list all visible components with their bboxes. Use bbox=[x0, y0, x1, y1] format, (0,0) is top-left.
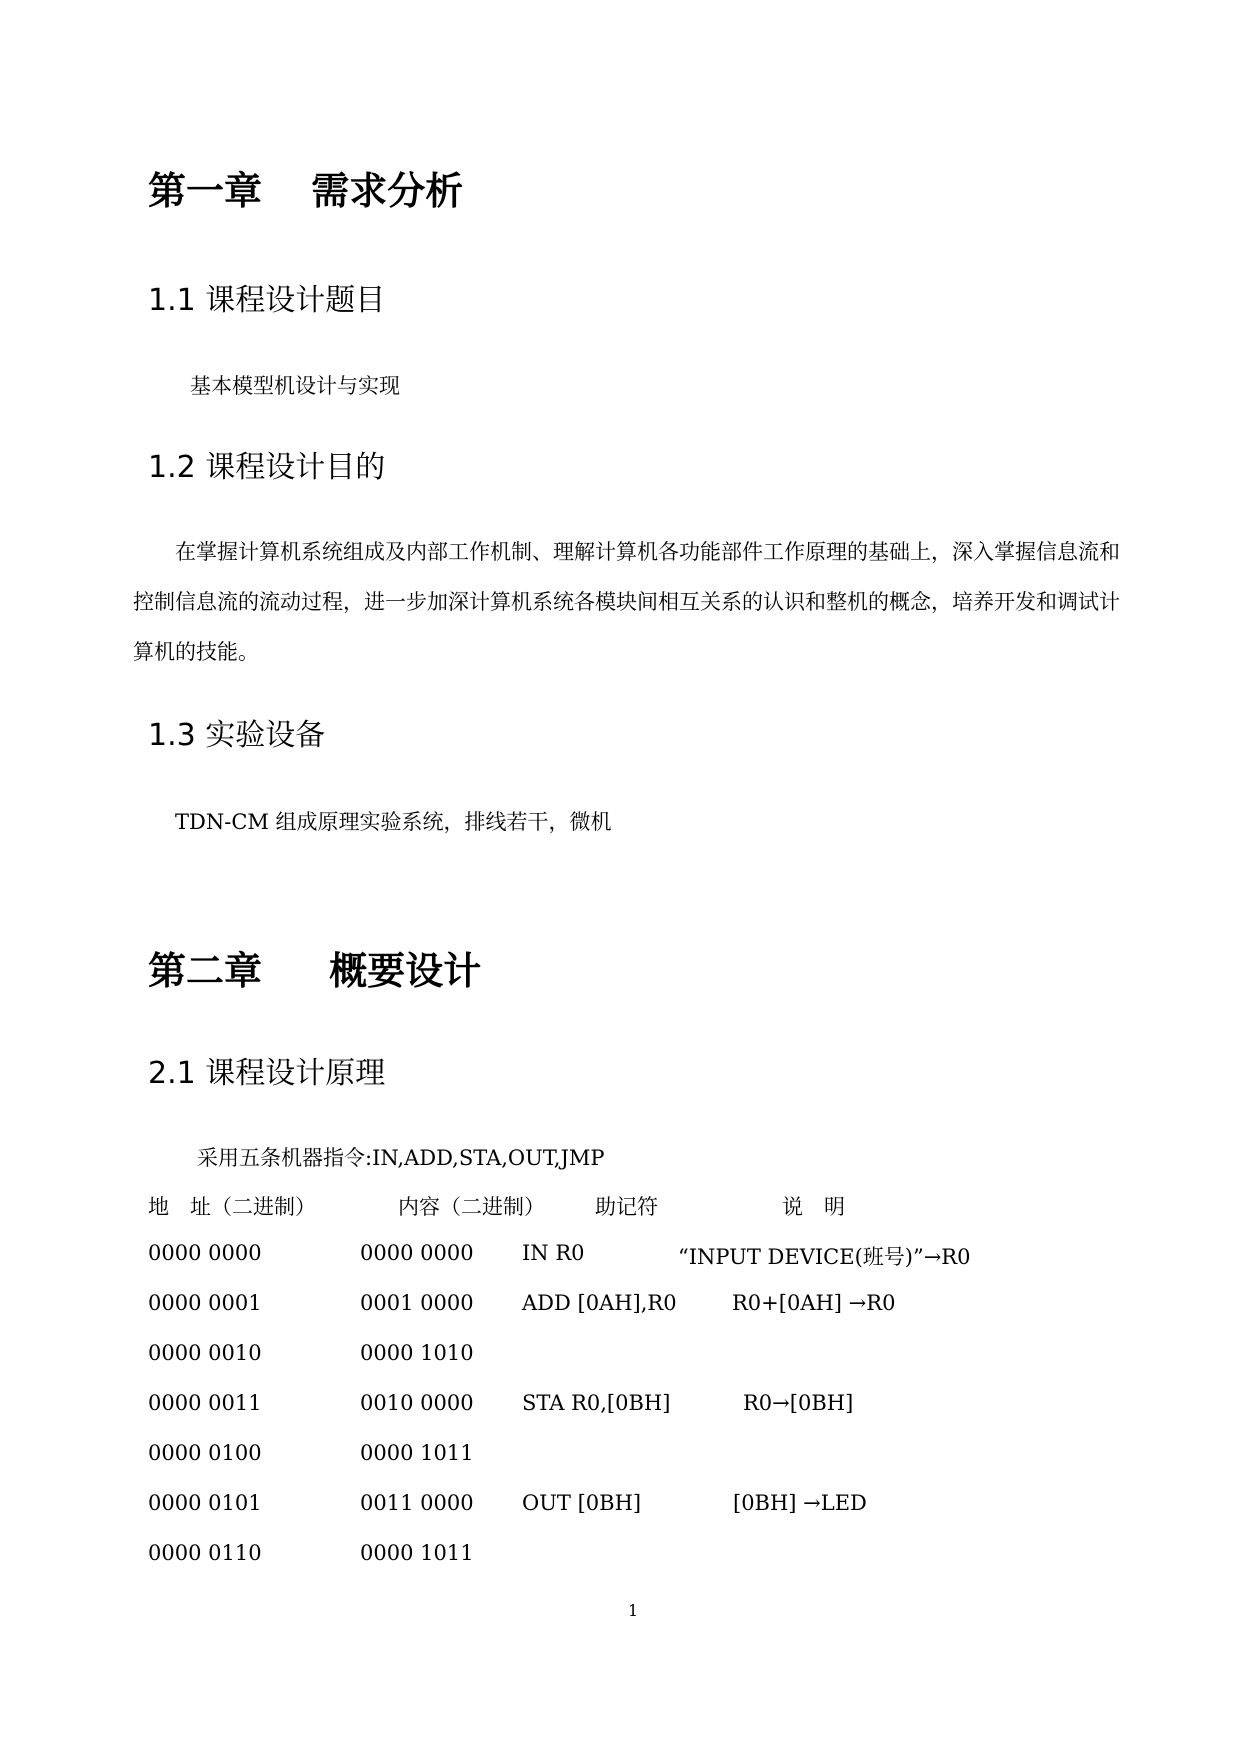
header-description: 说 明 bbox=[782, 1195, 845, 1219]
row-address: 0000 0101 bbox=[148, 1491, 262, 1515]
chapter-1-title bbox=[148, 160, 463, 215]
row-content: 0001 0000 bbox=[360, 1291, 474, 1315]
header-address: 地 址（二进制） bbox=[148, 1195, 316, 1219]
row-mnemonic: IN R0 bbox=[522, 1241, 585, 1265]
row-content: 0000 1011 bbox=[360, 1441, 474, 1465]
row-description: R0+[0AH] →R0 bbox=[732, 1291, 896, 1315]
section-2-1-heading: 2.1 课程设计原理 bbox=[148, 1056, 386, 1091]
row-address: 0000 0000 bbox=[148, 1241, 262, 1265]
row-content: 0000 0000 bbox=[360, 1241, 474, 1265]
row-description: “INPUT DEVICE(班号)”→R0 bbox=[678, 1245, 971, 1269]
section-1-1-heading: 1.1 课程设计题目 bbox=[148, 283, 386, 318]
chapter-2-title bbox=[148, 940, 481, 995]
section-1-2-heading: 1.2 课程设计目的 bbox=[148, 450, 386, 485]
row-address: 0000 0100 bbox=[148, 1441, 262, 1465]
row-address: 0000 0010 bbox=[148, 1341, 262, 1365]
section-1-3-heading: 1.3 实验设备 bbox=[148, 718, 326, 753]
section-1-3-body: TDN-CM 组成原理实验系统，排线若干，微机 bbox=[175, 810, 612, 834]
chapter-2-number: 第二章 bbox=[148, 949, 263, 993]
chapter-2-text: 概要设计 bbox=[329, 949, 482, 993]
row-mnemonic: OUT [0BH] bbox=[522, 1491, 642, 1515]
page-number: 1 bbox=[628, 1601, 639, 1620]
header-content: 内容（二进制） bbox=[398, 1195, 545, 1219]
row-mnemonic: STA R0,[0BH] bbox=[522, 1391, 671, 1415]
row-content: 0000 1010 bbox=[360, 1341, 474, 1365]
chapter-1-number: 第一章 bbox=[148, 169, 263, 213]
section-1-1-body: 基本模型机设计与实现 bbox=[190, 374, 400, 398]
row-address: 0000 0011 bbox=[148, 1391, 262, 1415]
row-content: 0000 1011 bbox=[360, 1541, 474, 1565]
row-description: [0BH] →LED bbox=[733, 1491, 867, 1515]
row-address: 0000 0001 bbox=[148, 1291, 262, 1315]
row-mnemonic: ADD [0AH],R0 bbox=[522, 1291, 677, 1315]
header-mnemonic: 助记符 bbox=[595, 1195, 658, 1219]
row-content: 0011 0000 bbox=[360, 1491, 474, 1515]
chapter-1-text: 需求分析 bbox=[311, 169, 464, 213]
row-address: 0000 0110 bbox=[148, 1541, 262, 1565]
section-1-2-body: 在掌握计算机系统组成及内部工作机制、理解计算机各功能部件工作原理的基础上，深入掌握信息流和控制信息流的流动过程，进一步加深计算机系统各模块间相互关系的认识和整机的概念，培养开发和调试计算机的技能。 bbox=[133, 540, 1120, 664]
section-2-1-intro: 采用五条机器指令:IN,ADD,STA,OUT,JMP bbox=[197, 1146, 605, 1170]
row-content: 0010 0000 bbox=[360, 1391, 474, 1415]
row-description: R0→[0BH] bbox=[743, 1391, 854, 1415]
